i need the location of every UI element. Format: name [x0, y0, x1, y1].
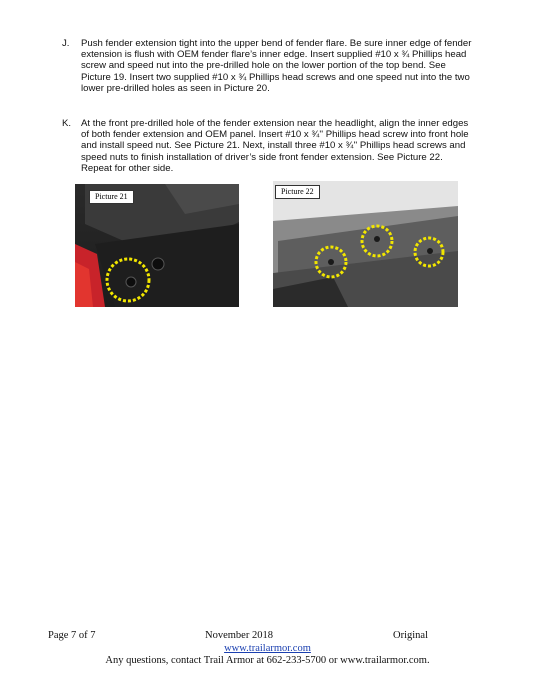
footer-date: November 2018 — [205, 630, 273, 641]
instruction-step-k — [62, 118, 472, 174]
picture-21-photo — [75, 184, 239, 307]
footer-page-number: Page 7 of 7 — [48, 630, 96, 641]
instruction-step-j — [62, 38, 472, 94]
footer-website-link[interactable]: www.trailarmor.com — [224, 643, 311, 654]
step-letter: J. — [62, 38, 70, 49]
footer-version: Original — [393, 630, 428, 641]
footer-contact: Any questions, contact Trail Armor at 662-233-5700 or www.trailarmor.com. — [105, 655, 430, 666]
picture-22-photo — [273, 181, 458, 307]
picture-label: Picture 21 — [89, 190, 134, 204]
step-text: At the front pre-drilled hole of the fender extension near the headlight, align the inner edges of both fender extension and OEM panel. Insert #10 x ¾'' Phillips head screw into front hole and install speed nut. See Picture 21. Next, install three #10 x ¾'' Phillips head screws and speed nuts to finish installation of driver’s side front fender extension. See Picture 22. Repeat for other side. — [81, 118, 469, 174]
picture-label: Picture 22 — [275, 185, 320, 199]
step-text: Push fender extension tight into the upper bend of fender flare. Be sure inner edge of fender extension is flush with OEM fender flare’s inner edge. Insert supplied #10 x ¾ Phillips head screw and speed nut into the pre-drilled hole on the lower portion of the top bend. See Picture 19. Insert two supplied #10 x ¾ Phillips head screws and one speed nut into the two lower pre-drilled holes as seen in Picture 20. — [81, 38, 472, 94]
fender-extension-image — [273, 181, 458, 307]
step-letter: K. — [62, 118, 72, 129]
